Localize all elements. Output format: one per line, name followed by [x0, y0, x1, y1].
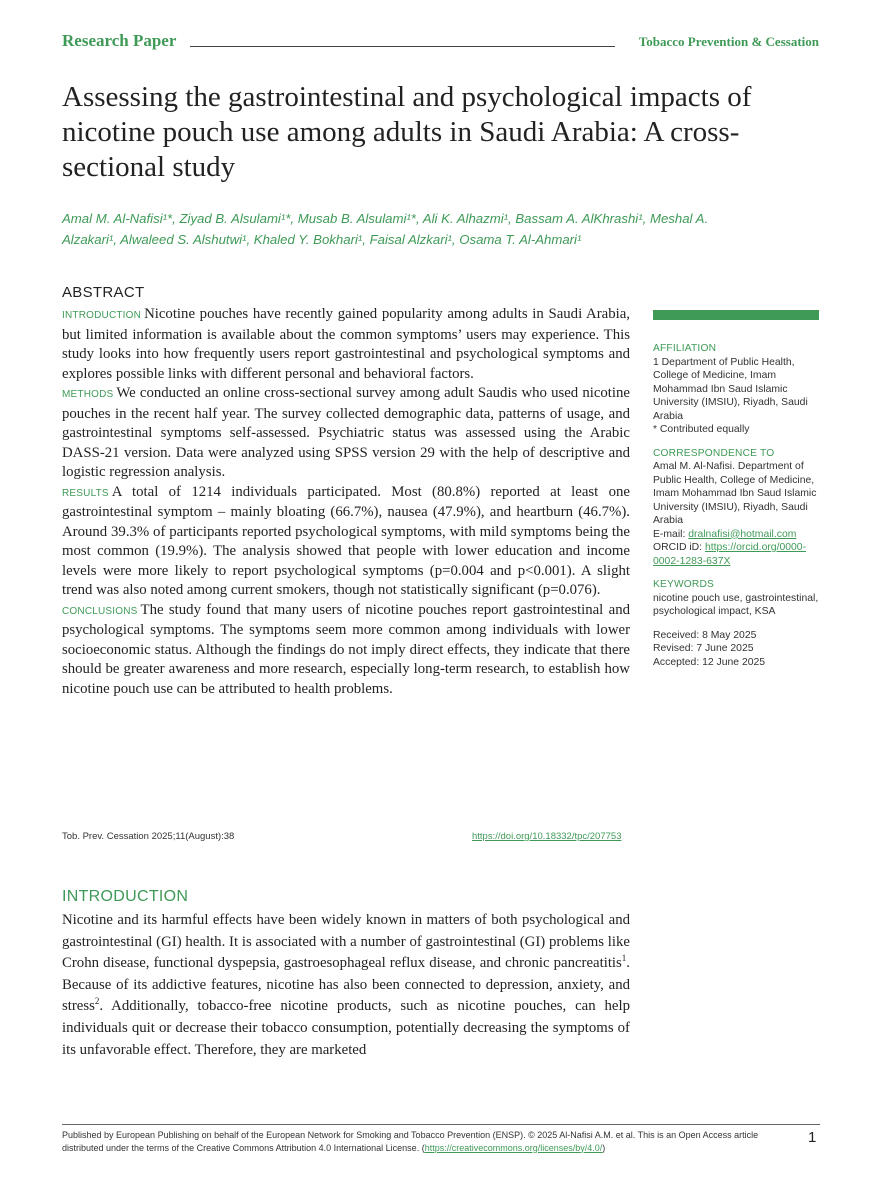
abstract-results-label: RESULTS: [62, 487, 109, 499]
orcid-link[interactable]: https://orcid.org/0000-0002-1283-637X: [653, 542, 807, 567]
license-link[interactable]: https://creativecommons.org/licenses/by/4.0/: [424, 1142, 603, 1153]
footer-rule: [62, 1124, 820, 1125]
license-text: Published by European Publishing on behalf of the European Network for Smoking and Tobacco Prevention (ENSP). © 2025 Al-Nafisi A.M. et al. This is an Open Access article distributed under the terms of the Creative Commons Attribution 4.0 International License. (: [62, 1130, 759, 1153]
orcid-label: ORCID iD:: [653, 542, 703, 553]
introduction-text-1: Nicotine and its harmful effects have been widely known in matters of both psychological and gastrointestinal (GI) health. It is associated with a number of gastrointestinal (GI) problems like Crohn disease, functional dyspepsia, gastroesophageal reflux disease, and chronic pancreatitis: [62, 912, 630, 972]
orcid-line: [653, 541, 821, 568]
abstract-methods-label: METHODS: [62, 389, 114, 400]
abstract-methods-text: We conducted an online cross-sectional survey among adult Saudis who used nicotine pouches in the recent half year. The survey collected demographic data, patterns of usage, and gastrointestinal symptoms self-assessed. Psychiatric status was assessed using the Arabic DASS-21 version. Data were analyzed using SPSS version 29 with the help of descriptive and logistic regression analysis.: [62, 385, 630, 480]
contributed-equally-note: * Contributed equally: [653, 424, 750, 435]
reference-superscript-2[interactable]: 2: [94, 996, 100, 1007]
keywords-block: [653, 578, 821, 619]
journal-citation: Tob. Prev. Cessation 2025;11(August):38: [62, 831, 235, 842]
header-rule: [190, 46, 615, 47]
received-date: Received: 8 May 2025: [653, 629, 757, 641]
article-info-sidebar: [653, 310, 821, 679]
author-line-1: Amal M. Al-Nafisi¹*, Ziyad B. Alsulami¹*, Musab B. Alsulami¹*, Ali K. Alhazmi¹, Bassam A. AlKhrashi¹, Meshal A.: [62, 211, 709, 226]
correspondence-text: Amal M. Al-Nafisi. Department of Public Health, College of Medicine, Imam Mohammad Ibn Saud Islamic University (IMSIU), Riyadh, Saudi Arabia: [653, 461, 817, 526]
author-list: [62, 208, 802, 250]
introduction-paragraph: [62, 910, 630, 1061]
page-number: 1: [808, 1129, 817, 1146]
doi-link[interactable]: https://doi.org/10.18332/tpc/207753: [472, 831, 622, 842]
abstract-conclusions-text: The study found that many users of nicotine pouches report gastrointestinal and psychological symptoms. The symptoms seem more common among individuals with lower socioeconomic status. Although the findings do not imply direct effects, they indicate that there should be greater awareness and more research, especially long-term research, to establish how nicotine pouch use can be attributed to health problems.: [62, 601, 630, 697]
abstract-methods: [62, 384, 630, 483]
correspondence-heading: CORRESPONDENCE TO: [653, 447, 775, 459]
abstract-introduction-label: INTRODUCTION: [62, 310, 142, 321]
journal-section-label: Research Paper: [62, 31, 177, 50]
abstract-conclusions: [62, 601, 630, 700]
introduction-heading: INTRODUCTION: [62, 888, 189, 905]
abstract-conclusions-label: CONCLUSIONS: [62, 605, 138, 617]
reference-superscript-1[interactable]: 1: [621, 953, 627, 964]
abstract-introduction-text: Nicotine pouches have recently gained popularity among adults in Saudi Arabia, but limited information is available about the common symptoms’ users may experience. This study looks into how frequently users report gastrointestinal and psychological symptoms and explores possible links with different personal and behavioral factors.: [62, 306, 630, 382]
license-text-end: ): [602, 1142, 606, 1153]
license-footer: [62, 1129, 797, 1154]
abstract-introduction: [62, 305, 630, 384]
author-line-2: Alzakari¹, Alwaleed S. Alshutwi¹, Khaled Y. Bokhari¹, Faisal Alzkari¹, Osama T. Al-Ahmari¹: [62, 232, 582, 247]
abstract-results: [62, 483, 630, 601]
affiliation-text: 1 Department of Public Health, College of Medicine, Imam Mohammad Ibn Saud Islamic University (IMSIU), Riyadh, Saudi Arabia: [653, 356, 808, 422]
email-label: E-mail:: [653, 528, 686, 540]
keywords-text: nicotine pouch use, gastrointestinal, psychological impact, KSA: [653, 592, 819, 617]
affiliation-heading: AFFILIATION: [653, 343, 717, 354]
correspondence-block: [653, 447, 821, 569]
journal-name: Tobacco Prevention & Cessation: [638, 34, 819, 49]
introduction-text-3: . Additionally, tobacco-free nicotine products, such as nicotine pouches, can help individuals quit or decrease their tobacco consumption, potentially decreasing the symptoms of its unfavorable effect. Therefore, they are marketed: [62, 998, 630, 1058]
abstract-results-text: A total of 1214 individuals participated. Most (80.8%) reported at least one gastrointestinal symptom – mainly bloating (66.7%), nausea (47.9%), and heartburn (46.7%). Around 39.3% of participants reported psychological symptoms, with mild symptoms being the most common (19.9%). The analysis showed that people with lower education and income levels were more likely to report psychological symptoms (p=0.004 and p<0.001). A slight trend was also noted among current smokers, though not statistically significant (p=0.076).: [62, 483, 630, 598]
email-line: [653, 528, 821, 542]
running-header: [62, 31, 819, 53]
article-title: Assessing the gastrointestinal and psychological impacts of nicotine pouch use among adults in Saudi Arabia: A cross-sectional study: [62, 81, 752, 183]
affiliation-block: [653, 342, 821, 437]
introduction-text-2: . Because of its addictive features, nicotine has also been connected to depression, anxiety, and stress: [62, 955, 630, 1015]
dates-block: [653, 629, 821, 670]
email-link[interactable]: dralnafisi@hotmail.com: [688, 528, 797, 540]
accepted-date: Accepted: 12 June 2025: [653, 656, 766, 668]
abstract-body: [62, 305, 630, 699]
keywords-heading: KEYWORDS: [653, 579, 715, 590]
abstract-heading: ABSTRACT: [62, 284, 145, 301]
sidebar-accent-bar: [653, 310, 819, 320]
revised-date: Revised: 7 June 2025: [653, 643, 754, 654]
